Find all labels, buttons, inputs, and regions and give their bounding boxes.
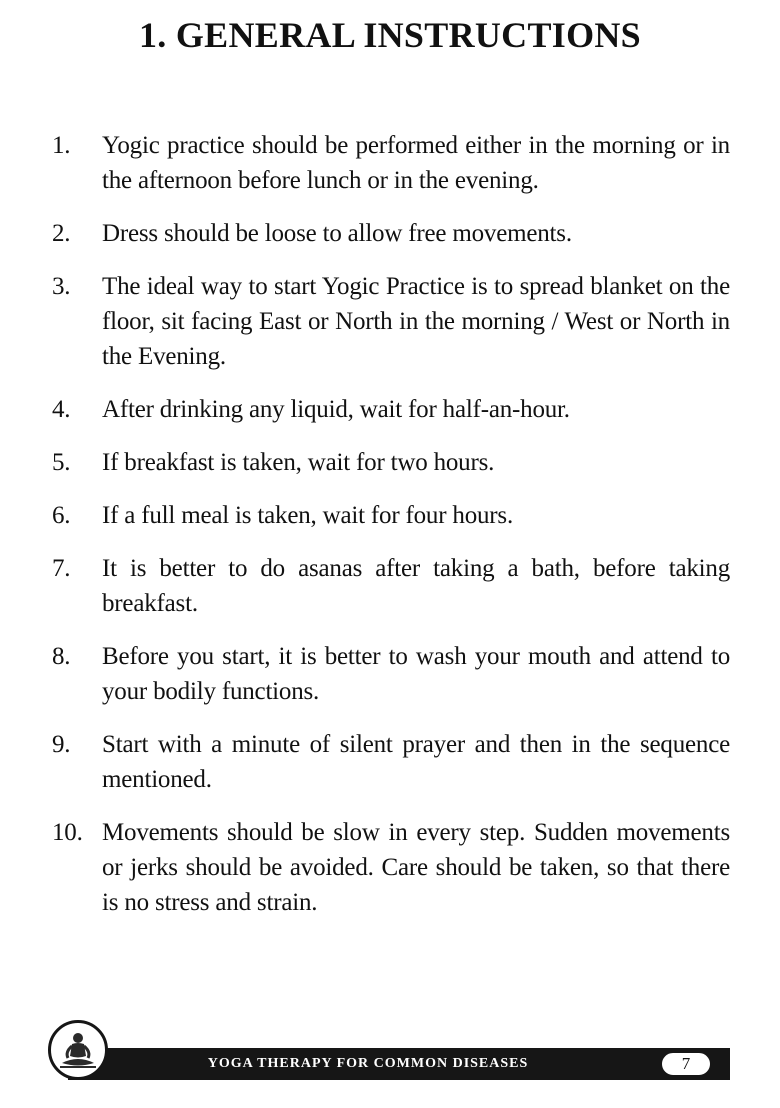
instruction-list [50,128,730,938]
instruction-number: 1. [52,132,71,159]
instruction-item [50,639,730,709]
instruction-text: If breakfast is taken, wait for two hours. [102,449,495,476]
instruction-number: 2. [52,220,71,247]
meditating-figure-icon [48,1020,108,1080]
instruction-text: Dress should be loose to allow free movements. [102,220,572,247]
page-footer [48,1020,730,1082]
instruction-item [50,727,730,797]
instruction-text: If a full meal is taken, wait for four hours. [102,502,514,529]
instruction-number: 5. [52,449,71,476]
instruction-text: Before you start, it is better to wash your mouth and attend to your bodily functions. [102,643,730,705]
instruction-number: 3. [52,273,71,300]
instruction-number: 6. [52,502,71,529]
instruction-text: After drinking any liquid, wait for half-an-hour. [102,396,570,423]
instruction-item [50,815,730,920]
instruction-item [50,551,730,621]
footer-title: YOGA THERAPY FOR COMMON DISEASES [207,1056,529,1071]
instruction-number: 10. [52,819,83,846]
instruction-item [50,216,730,251]
instruction-number: 8. [52,643,71,670]
footer-bar [68,1048,730,1080]
page-number: 7 [660,1051,712,1077]
instruction-number: 7. [52,555,71,582]
instruction-item [50,128,730,198]
instruction-item [50,269,730,374]
instruction-number: 4. [52,396,71,423]
instruction-text: Movements should be slow in every step. Sudden movements or jerks should be avoided. Care should be taken, so that there is no stress and strain. [102,819,730,916]
instruction-number: 9. [52,731,71,758]
instruction-item [50,392,730,427]
instruction-item [50,498,730,533]
instruction-text: It is better to do asanas after taking a bath, before taking breakfast. [102,555,730,617]
instruction-text: Start with a minute of silent prayer and then in the sequence mentioned. [102,731,730,793]
instruction-text: The ideal way to start Yogic Practice is to spread blanket on the floor, sit facing East or North in the morning / West or North in the Evening. [102,273,730,370]
instruction-text: Yogic practice should be performed either in the morning or in the afternoon before lunch or in the evening. [102,132,730,194]
instruction-item [50,445,730,480]
page-title: 1. GENERAL INSTRUCTIONS [138,15,642,55]
